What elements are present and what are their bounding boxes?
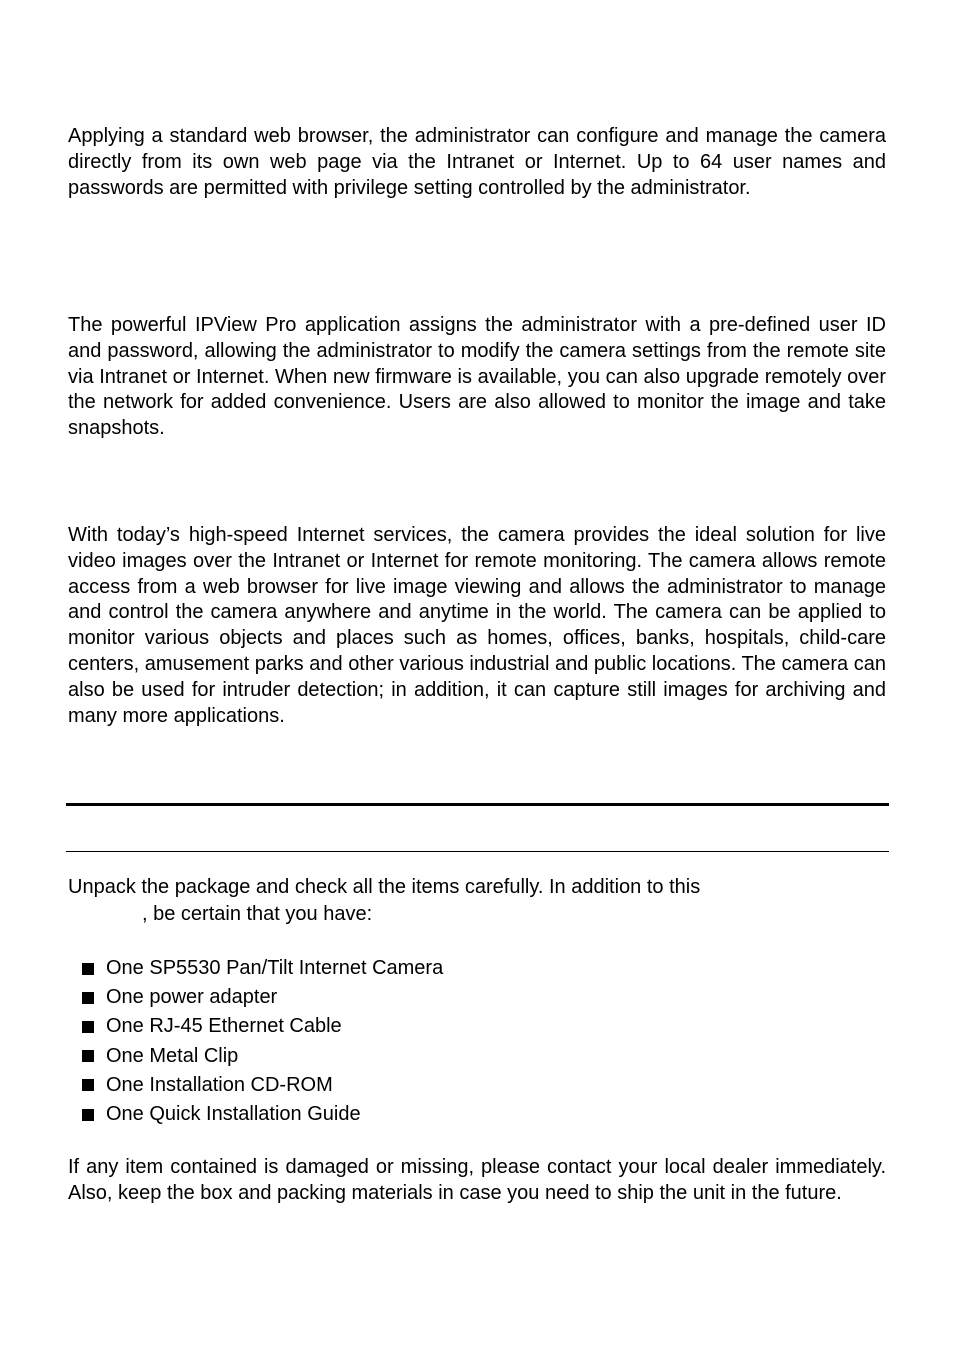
list-item: One Metal Clip: [82, 1042, 443, 1071]
list-item: One SP5530 Pan/Tilt Internet Camera: [82, 954, 443, 983]
package-intro: [68, 874, 828, 928]
damaged-items-paragraph: If any item contained is damaged or missing, please contact your local dealer immediately. Also, keep the box and packing materials in case you need to ship the unit in the future.: [68, 1156, 886, 1204]
square-bullet-icon: [82, 1109, 94, 1121]
square-bullet-icon: [82, 963, 94, 975]
list-item: One RJ-45 Ethernet Cable: [82, 1012, 443, 1041]
square-bullet-icon: [82, 1021, 94, 1033]
package-contents-list: [82, 954, 443, 1129]
applications-paragraph: With today’s high-speed Internet services, the camera provides the ideal solution for live video images over the Intranet or Internet for remote monitoring. The camera allows remote access from a web browser for live image viewing and allows the administrator to manage and control the camera anywhere and anytime in the world. The camera can be applied to monitor various objects and places such as homes, offices, banks, hospitals, child-care centers, amusement parks and other various industrial and public locations. The camera can also be used for intruder detection; in addition, it can capture still images for archiving and many more applications.: [68, 524, 886, 727]
square-bullet-icon: [82, 1050, 94, 1062]
list-item: One Installation CD-ROM: [82, 1071, 443, 1100]
list-item: One Quick Installation Guide: [82, 1100, 443, 1129]
section-divider-thick: [66, 803, 889, 806]
square-bullet-icon: [82, 1079, 94, 1091]
list-item: One power adapter: [82, 983, 443, 1012]
section-divider-thin: [66, 851, 889, 852]
package-intro-line-1: Unpack the package and check all the items carefully. In addition to this: [68, 876, 701, 898]
square-bullet-icon: [82, 992, 94, 1004]
ipview-pro-paragraph: The powerful IPView Pro application assigns the administrator with a pre-defined user ID and password, allowing the administrator to modify the camera settings from the remote site via Intranet or Internet. When new firmware is available, you can also upgrade remotely over the network for added convenience. Users are also allowed to monitor the image and take snapshots.: [68, 314, 886, 440]
package-intro-line-2: , be certain that you have:: [142, 903, 373, 925]
web-configuration-paragraph: Applying a standard web browser, the administrator can configure and manage the camera directly from its own web page via the Intranet or Internet. Up to 64 user names and passwords are permitted with privilege setting controlled by the administrator.: [68, 125, 886, 199]
